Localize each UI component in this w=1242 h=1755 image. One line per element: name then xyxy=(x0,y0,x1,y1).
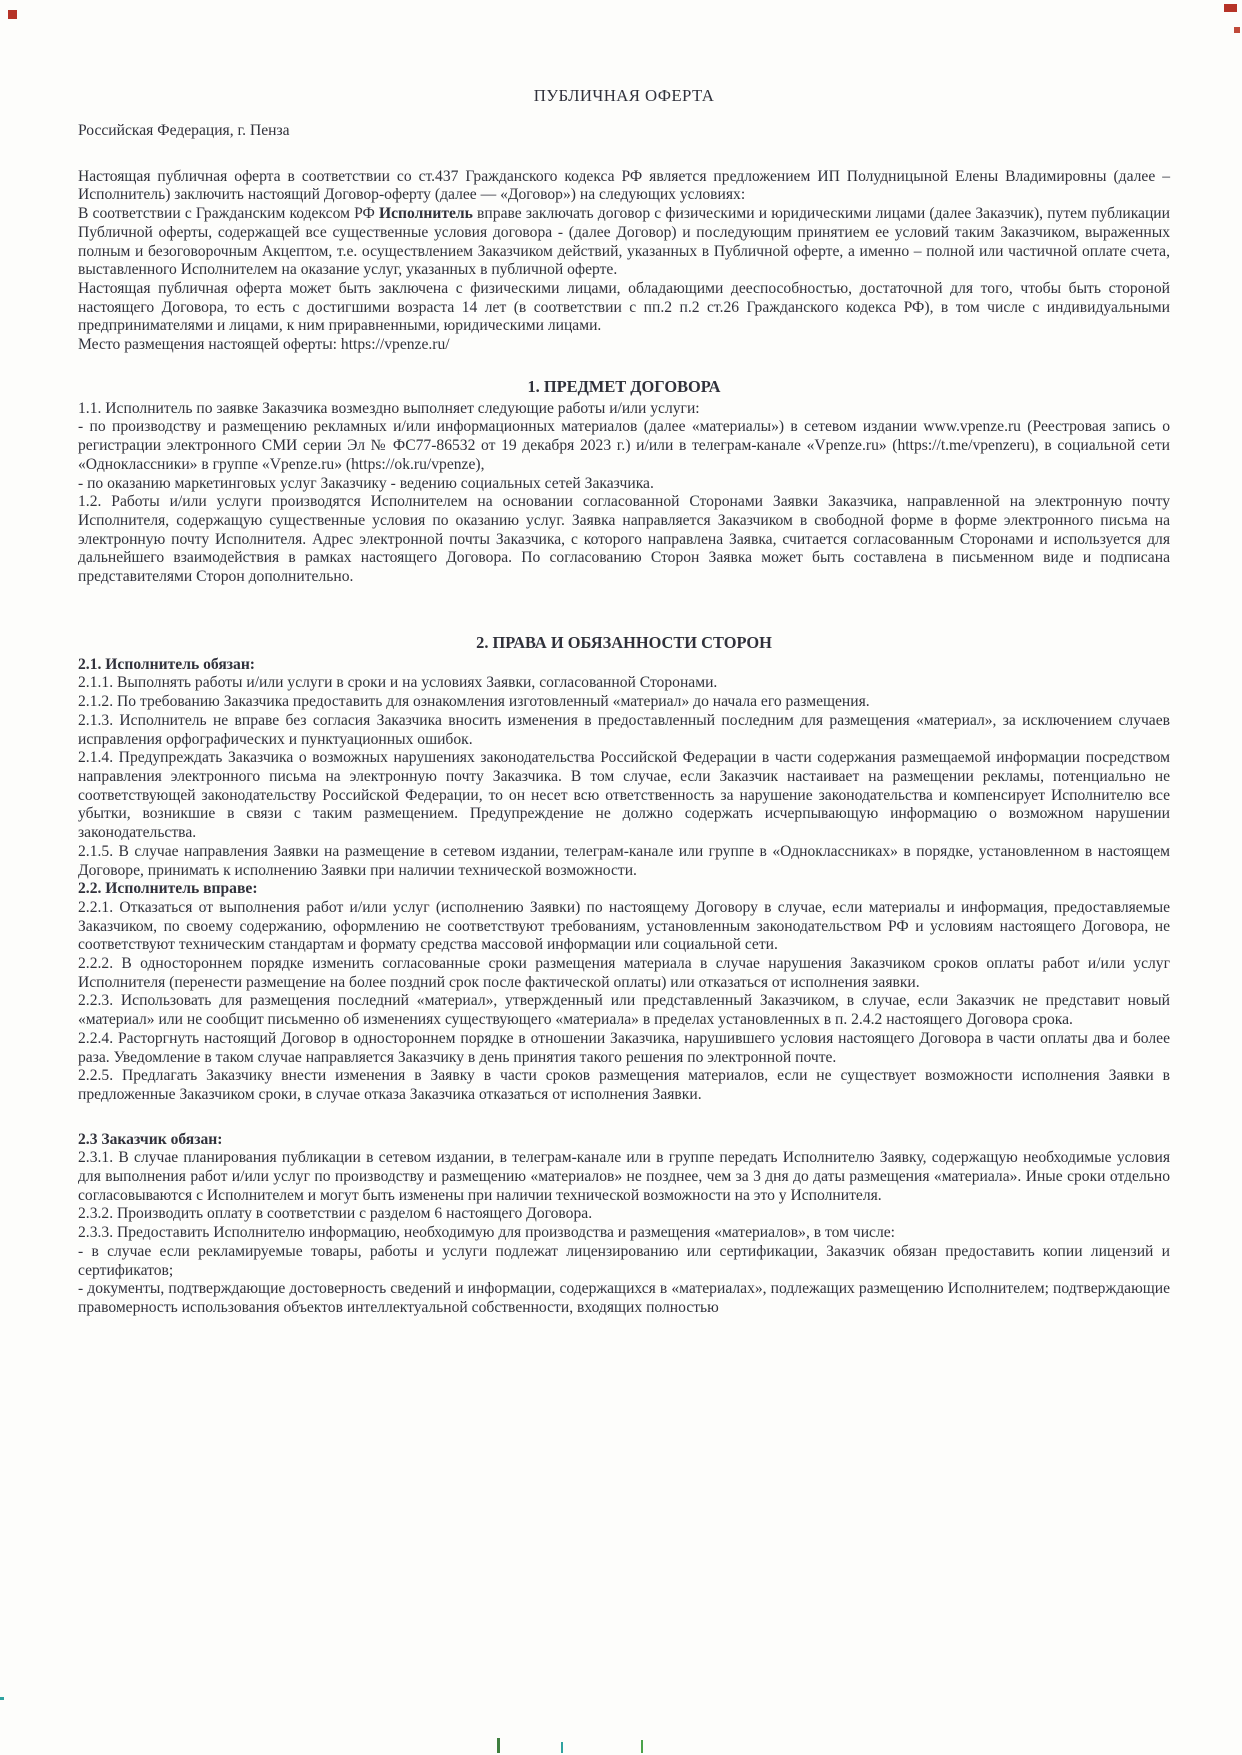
clause-1-1 xyxy=(78,400,1170,419)
section-2-heading xyxy=(78,633,1170,656)
clause-2-1-3 xyxy=(78,712,1170,749)
text-run: 1.2. Работы и/или услуги производятся Исполнителем на основании согласованной Сторонами Заявки Заказчика, направленной на электронную почту Исполнителя, содержащую существенные условия по оказанию услуг. Заявка направляется Заказчиком в свободной форме в форме электронного письма на электронную почту Исполнителя. Адрес электронной почты Заказчика, с которого направлена Заявка, считается согласованным Сторонами и используется для дальнейшего взаимодействия в рамках настоящего Договора. По согласованию Сторон Заявка может быть составлена в письменном виде и подписана представителями Сторон дополнительно. xyxy=(78,493,1170,586)
preamble-2 xyxy=(78,205,1170,280)
text-run: 2.1.4. Предупреждать Заказчика о возможных нарушениях законодательства Российской Федерации в части содержания размещаемой информации посредством направления электронного письма на электронную почту Заказчика. В том случае, если Заказчик настаивает на размещении рекламы, потенциально не соответствующей законодательству Российской Федерации, то он несет всю ответственность за нарушение законодательства и компенсирует Исполнителю все убытки, возникшие в связи с таким размещением. Предупреждение не должно содержать исчерпывающую информацию о возможном нарушении законодательства. xyxy=(78,749,1170,842)
bold-text-run: 2.1. Исполнитель обязан: xyxy=(78,655,255,673)
text-run: 2.1.5. В случае направления Заявки на размещение в сетевом издании, телеграм-канале или группе в «Одноклассниках» в порядке, установленном в настоящем Договоре, принимать к исполнению Заявки при наличии технической возможности. xyxy=(78,842,1170,879)
clause-2-1-1 xyxy=(78,674,1170,693)
clause-2-2-1 xyxy=(78,899,1170,955)
clause-1-1-item-a xyxy=(78,418,1170,474)
clause-2-2-4 xyxy=(78,1030,1170,1067)
text-run: Настоящая публичная оферта в соответствии со ст.437 Гражданского кодекса РФ является предложением ИП Полудницыной Елены Владимировны (далее – Исполнитель) заключить настоящий Договор-оферту (далее — «Договор») на следующих условиях: xyxy=(78,167,1170,204)
preamble-3 xyxy=(78,280,1170,336)
bold-text-run: 2.2. Исполнитель вправе: xyxy=(78,880,258,898)
text-run: 2.1.1. Выполнять работы и/или услуги в сроки и на условиях Заявки, согласованной Сторонами. xyxy=(78,674,718,692)
text-run: - документы, подтверждающие достоверность сведений и информации, содержащихся в «материалах», подлежащих размещению Исполнителем; подтверждающие правомерность использования объектов интеллектуальной собственности, входящих полностью xyxy=(78,1280,1170,1316)
clause-2-3-3 xyxy=(78,1224,1170,1243)
preamble-1 xyxy=(78,168,1170,205)
clause-2-3-title xyxy=(78,1131,1170,1150)
clause-2-3-3-item-b xyxy=(78,1280,1170,1317)
text-run: 1. ПРЕДМЕТ ДОГОВОРА xyxy=(527,376,721,396)
text-run: - по производству и размещению рекламных и/или информационных материалов (далее «материалы») в сетевом издании www.vpenze.ru (Реестровая запись о регистрации электронного СМИ серии Эл № ФС77-86532 от 19 декабря 2023 г.) и/или в телеграм-канале «Vpenze.ru» (https://t.me/vpenzeru), в социальной сети «Одноклассники» в группе «Vpenze.ru» (https://ok.ru/vpenze), xyxy=(78,418,1170,473)
clause-2-3-3-item-a xyxy=(78,1243,1170,1280)
text-run: Российская Федерация, г. Пенза xyxy=(78,122,290,139)
section-1-heading xyxy=(78,377,1170,400)
clause-2-3-1 xyxy=(78,1149,1170,1205)
document-title: ПУБЛИЧНАЯ ОФЕРТА xyxy=(533,86,715,105)
clause-2-3-2 xyxy=(78,1205,1170,1224)
text-run: 2.1.3. Исполнитель не вправе без согласия Заказчика вносить изменения в предоставленный последним для размещения «материал», за исключением случаев исправления орфографических и пунктуационных ошибок. xyxy=(78,711,1170,748)
scan-artifact xyxy=(497,1738,500,1753)
clause-2-2-5 xyxy=(78,1067,1170,1104)
clause-1-1-item-b xyxy=(78,475,1170,494)
clause-2-1-2 xyxy=(78,693,1170,712)
text-run: 2. ПРАВА И ОБЯЗАННОСТИ СТОРОН xyxy=(476,632,772,652)
clause-2-2-2 xyxy=(78,955,1170,992)
text-run: В соответствии с Гражданским кодексом РФ xyxy=(78,205,379,223)
clause-2-2-title xyxy=(78,880,1170,899)
text-run: 2.2.5. Предлагать Заказчику внести изменения в Заявку в части сроков размещения материалов, если не существует возможности исполнения Заявки в предложенные Заказчиком сроки, в случае отказа Заказчика отказаться от исполнения Заявки. xyxy=(78,1067,1170,1103)
document-body xyxy=(78,122,1170,1318)
text-run: 1.1. Исполнитель по заявке Заказчика возмездно выполняет следующие работы и/или услуги: xyxy=(78,399,700,417)
text-run: - в случае если рекламируемые товары, работы и услуги подлежат лицензированию или сертификации, Заказчик обязан предоставить копии лицензий и сертификатов; xyxy=(78,1242,1170,1279)
offer-location-line xyxy=(78,336,1170,355)
text-run: 2.3.3. Предоставить Исполнителю информацию, необходимую для производства и размещения «материалов», в том числе: xyxy=(78,1224,896,1242)
scan-artifact xyxy=(561,1742,563,1753)
text-run: - по оказанию маркетинговых услуг Заказчику - ведению социальных сетей Заказчика. xyxy=(78,474,654,492)
bold-text-run: 2.3 Заказчик обязан: xyxy=(78,1130,223,1148)
text-run: 2.1.2. По требованию Заказчика предоставить для ознакомления изготовленный «материал» до начала его размещения. xyxy=(78,693,870,711)
scan-artifact xyxy=(0,1697,4,1700)
bold-text-run: Исполнитель xyxy=(378,205,473,223)
text-run: 2.2.2. В одностороннем порядке изменить согласованные сроки размещения материала в случае нарушения Заказчиком сроков оплаты работ и/или услуг Исполнителя (перенести размещение на более поздний срок после фактической оплаты) или отказаться от исполнения заявки. xyxy=(78,955,1170,991)
scan-artifact xyxy=(641,1740,643,1753)
clause-2-1-title xyxy=(78,656,1170,675)
clause-2-1-5 xyxy=(78,843,1170,880)
location-line xyxy=(78,122,1170,141)
clause-1-2 xyxy=(78,493,1170,587)
text-run: 2.2.4. Расторгнуть настоящий Договор в одностороннем порядке в отношении Заказчика, нарушившего условия настоящего Договора в части оплаты два и более раза. Уведомление в таком случае направляется Заказчику в день принятия такого решения по электронной почте. xyxy=(78,1029,1170,1066)
text-run: вправе заключать договор с физическими и юридическими лицами (далее Заказчик), путем публикации Публичной оферты, содержащей все существенные условия договора - (далее Договор) и последующим принятием ее условий таким Заказчиком, выраженных полным и безоговорочным Акцептом, т.е. осуществлением Заказчиком действий, указанных в Публичной оферте, а именно – полной или частичной оплате счета, выставленного Исполнителем на оказание услуг, указанных в публичной оферте. xyxy=(78,205,1170,279)
text-run: 2.2.1. Отказаться от выполнения работ и/или услуг (исполнению Заявки) по настоящему Договору в случае, если материалы и информация, предоставляемые Заказчиком, по своему содержанию, оформлению не соответствуют требованиям, установленным законодательством РФ и условиям настоящего Договора, не соответствуют техническим стандартам и формату средства массовой информации или социальной сети. xyxy=(78,898,1170,954)
clause-2-2-3 xyxy=(78,992,1170,1029)
text-run: 2.2.3. Использовать для размещения последний «материал», утвержденный или представленный Заказчиком, в случае, если Заказчик не представит новый «материал» или не сообщит письменно об изменениях существующего «материала» в пределах установленных в п. 2.4.2 настоящего Договора срока. xyxy=(78,992,1170,1029)
text-run: 2.3.2. Производить оплату в соответствии с разделом 6 настоящего Договора. xyxy=(78,1205,593,1223)
text-run: Место размещения настоящей оферты: https://vpenze.ru/ xyxy=(78,336,450,354)
text-run: Настоящая публичная оферта может быть заключена с физическими лицами, обладающими дееспособностью, достаточной для того, чтобы быть стороной настоящего Договора, то есть с достигшими возраста 14 лет (в соответствии с пп.2 п.2 ст.26 Гражданского кодекса РФ), в том числе с индивидуальными предпринимателями и лицами, к ним приравненными, юридическими лицами. xyxy=(78,279,1170,335)
text-run: 2.3.1. В случае планирования публикации в сетевом издании, в телеграм-канале или в группе передать Исполнителю Заявку, содержащую необходимые условия для выполнения работ и/или услуг по производству и размещению «материалов» не позднее, чем за 3 дня до даты размещения «материала». Иные сроки отдельно согласовываются с Исполнителем и могут быть изменены при наличии технической возможности на это у Исполнителя. xyxy=(78,1149,1170,1204)
clause-2-1-4 xyxy=(78,749,1170,843)
